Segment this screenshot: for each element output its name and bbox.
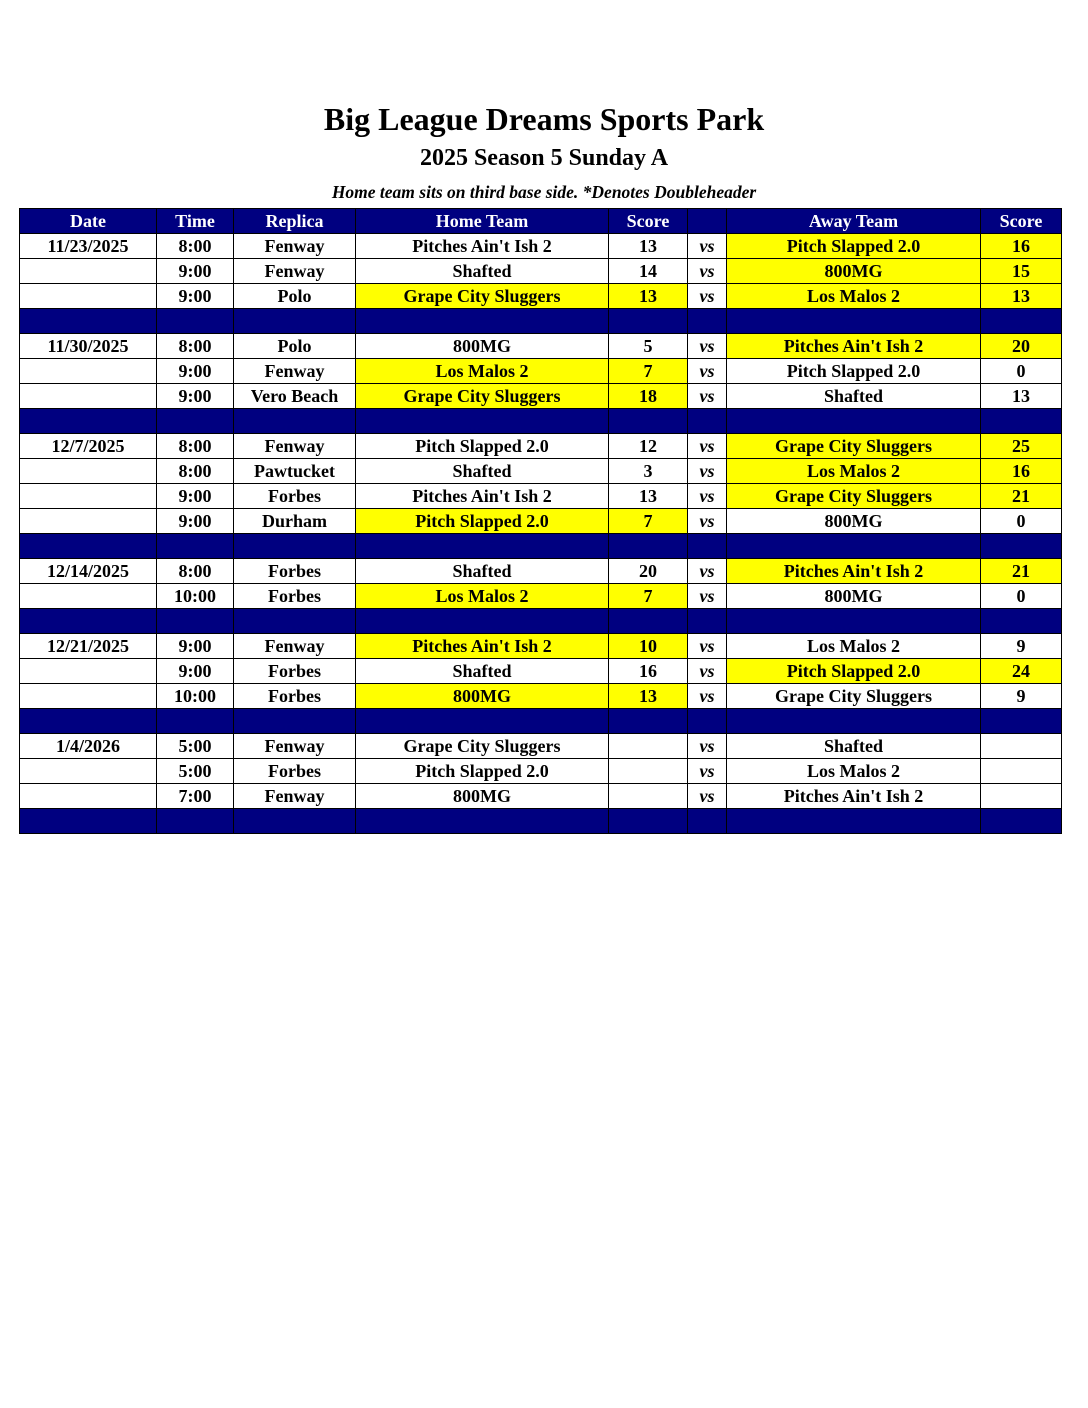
away-score: 24 bbox=[981, 659, 1062, 684]
game-time: 5:00 bbox=[157, 759, 234, 784]
away-team: 800MG bbox=[727, 259, 981, 284]
home-score: 18 bbox=[609, 384, 688, 409]
home-score: 12 bbox=[609, 434, 688, 459]
home-team: Pitches Ain't Ish 2 bbox=[356, 484, 609, 509]
vs-label: vs bbox=[688, 509, 727, 534]
home-team: Shafted bbox=[356, 459, 609, 484]
home-score: 7 bbox=[609, 509, 688, 534]
vs-label: vs bbox=[688, 259, 727, 284]
game-replica: Fenway bbox=[234, 734, 356, 759]
home-score: 7 bbox=[609, 359, 688, 384]
home-team: Grape City Sluggers bbox=[356, 734, 609, 759]
header-row bbox=[20, 209, 1062, 234]
home-team: Pitch Slapped 2.0 bbox=[356, 759, 609, 784]
game-time: 7:00 bbox=[157, 784, 234, 809]
vs-label: vs bbox=[688, 234, 727, 259]
header-vs bbox=[688, 209, 727, 234]
away-score: 20 bbox=[981, 334, 1062, 359]
home-team: Pitch Slapped 2.0 bbox=[356, 434, 609, 459]
away-score bbox=[981, 734, 1062, 759]
game-time: 9:00 bbox=[157, 259, 234, 284]
game-row bbox=[20, 559, 1062, 584]
game-replica: Polo bbox=[234, 284, 356, 309]
game-time: 8:00 bbox=[157, 459, 234, 484]
game-row bbox=[20, 684, 1062, 709]
header-away-team: Away Team bbox=[727, 209, 981, 234]
home-score: 13 bbox=[609, 684, 688, 709]
away-score bbox=[981, 784, 1062, 809]
away-team: 800MG bbox=[727, 509, 981, 534]
game-date bbox=[20, 384, 157, 409]
vs-label: vs bbox=[688, 484, 727, 509]
away-team: Los Malos 2 bbox=[727, 284, 981, 309]
game-replica: Fenway bbox=[234, 259, 356, 284]
home-team: 800MG bbox=[356, 334, 609, 359]
game-replica: Forbes bbox=[234, 584, 356, 609]
game-replica: Forbes bbox=[234, 659, 356, 684]
game-replica: Polo bbox=[234, 334, 356, 359]
game-replica: Fenway bbox=[234, 434, 356, 459]
game-time: 9:00 bbox=[157, 659, 234, 684]
away-team: Grape City Sluggers bbox=[727, 484, 981, 509]
game-time: 8:00 bbox=[157, 334, 234, 359]
vs-label: vs bbox=[688, 459, 727, 484]
game-replica: Fenway bbox=[234, 234, 356, 259]
game-date bbox=[20, 659, 157, 684]
game-replica: Fenway bbox=[234, 784, 356, 809]
home-score: 3 bbox=[609, 459, 688, 484]
game-row bbox=[20, 434, 1062, 459]
home-score: 13 bbox=[609, 484, 688, 509]
week-separator bbox=[20, 809, 1062, 834]
away-score: 21 bbox=[981, 484, 1062, 509]
game-row bbox=[20, 384, 1062, 409]
game-date: 12/14/2025 bbox=[20, 559, 157, 584]
game-time: 9:00 bbox=[157, 484, 234, 509]
home-team: Pitches Ain't Ish 2 bbox=[356, 634, 609, 659]
away-score: 9 bbox=[981, 684, 1062, 709]
vs-label: vs bbox=[688, 759, 727, 784]
header-away-score: Score bbox=[981, 209, 1062, 234]
home-team: Shafted bbox=[356, 659, 609, 684]
home-team: Grape City Sluggers bbox=[356, 384, 609, 409]
game-date bbox=[20, 459, 157, 484]
header-date: Date bbox=[20, 209, 157, 234]
home-score bbox=[609, 759, 688, 784]
away-score: 16 bbox=[981, 234, 1062, 259]
game-date: 12/7/2025 bbox=[20, 434, 157, 459]
game-replica: Vero Beach bbox=[234, 384, 356, 409]
game-date bbox=[20, 584, 157, 609]
game-row bbox=[20, 334, 1062, 359]
vs-label: vs bbox=[688, 784, 727, 809]
away-team: Los Malos 2 bbox=[727, 759, 981, 784]
header-home-team: Home Team bbox=[356, 209, 609, 234]
away-score: 13 bbox=[981, 384, 1062, 409]
header-home-score: Score bbox=[609, 209, 688, 234]
week-separator bbox=[20, 534, 1062, 559]
home-score bbox=[609, 784, 688, 809]
away-team: Pitches Ain't Ish 2 bbox=[727, 559, 981, 584]
away-score: 9 bbox=[981, 634, 1062, 659]
game-date bbox=[20, 684, 157, 709]
game-row bbox=[20, 509, 1062, 534]
away-team: Los Malos 2 bbox=[727, 459, 981, 484]
game-row bbox=[20, 634, 1062, 659]
week-separator bbox=[20, 309, 1062, 334]
game-date bbox=[20, 359, 157, 384]
vs-label: vs bbox=[688, 634, 727, 659]
game-date: 11/30/2025 bbox=[20, 334, 157, 359]
page-title: Big League Dreams Sports Park bbox=[323, 101, 765, 137]
week-separator bbox=[20, 709, 1062, 734]
header-replica: Replica bbox=[234, 209, 356, 234]
game-replica: Fenway bbox=[234, 634, 356, 659]
game-replica: Forbes bbox=[234, 559, 356, 584]
away-team: Pitches Ain't Ish 2 bbox=[727, 334, 981, 359]
away-team: Pitch Slapped 2.0 bbox=[727, 659, 981, 684]
game-row bbox=[20, 359, 1062, 384]
home-score: 16 bbox=[609, 659, 688, 684]
away-score: 16 bbox=[981, 459, 1062, 484]
away-team: Shafted bbox=[727, 384, 981, 409]
away-team: Pitches Ain't Ish 2 bbox=[727, 784, 981, 809]
game-row bbox=[20, 659, 1062, 684]
game-replica: Forbes bbox=[234, 484, 356, 509]
game-time: 8:00 bbox=[157, 559, 234, 584]
game-time: 9:00 bbox=[157, 359, 234, 384]
home-team: Pitch Slapped 2.0 bbox=[356, 509, 609, 534]
game-replica: Forbes bbox=[234, 684, 356, 709]
game-date: 12/21/2025 bbox=[20, 634, 157, 659]
game-time: 10:00 bbox=[157, 684, 234, 709]
game-time: 9:00 bbox=[157, 284, 234, 309]
game-row bbox=[20, 484, 1062, 509]
home-score bbox=[609, 734, 688, 759]
game-time: 9:00 bbox=[157, 384, 234, 409]
game-row bbox=[20, 234, 1062, 259]
game-replica: Fenway bbox=[234, 359, 356, 384]
away-team: Grape City Sluggers bbox=[727, 434, 981, 459]
game-row bbox=[20, 259, 1062, 284]
home-score: 13 bbox=[609, 234, 688, 259]
vs-label: vs bbox=[688, 359, 727, 384]
home-team: Grape City Sluggers bbox=[356, 284, 609, 309]
away-team: Grape City Sluggers bbox=[727, 684, 981, 709]
vs-label: vs bbox=[688, 584, 727, 609]
home-team: 800MG bbox=[356, 684, 609, 709]
game-replica: Forbes bbox=[234, 759, 356, 784]
header-time: Time bbox=[157, 209, 234, 234]
game-date bbox=[20, 284, 157, 309]
vs-label: vs bbox=[688, 734, 727, 759]
away-team: Pitch Slapped 2.0 bbox=[727, 234, 981, 259]
vs-label: vs bbox=[688, 284, 727, 309]
away-score bbox=[981, 759, 1062, 784]
game-time: 9:00 bbox=[157, 509, 234, 534]
game-date: 1/4/2026 bbox=[20, 734, 157, 759]
vs-label: vs bbox=[688, 659, 727, 684]
home-score: 7 bbox=[609, 584, 688, 609]
vs-label: vs bbox=[688, 384, 727, 409]
game-replica: Pawtucket bbox=[234, 459, 356, 484]
home-score: 14 bbox=[609, 259, 688, 284]
away-team: Pitch Slapped 2.0 bbox=[727, 359, 981, 384]
game-row bbox=[20, 284, 1062, 309]
game-row bbox=[20, 584, 1062, 609]
game-date bbox=[20, 759, 157, 784]
week-separator bbox=[20, 609, 1062, 634]
game-row bbox=[20, 459, 1062, 484]
game-date bbox=[20, 259, 157, 284]
game-time: 8:00 bbox=[157, 234, 234, 259]
schedule-note: Home team sits on third base side. *Denotes Doubleheader bbox=[331, 182, 757, 202]
game-row bbox=[20, 784, 1062, 809]
game-row bbox=[20, 734, 1062, 759]
game-time: 8:00 bbox=[157, 434, 234, 459]
away-score: 0 bbox=[981, 584, 1062, 609]
home-team: Shafted bbox=[356, 559, 609, 584]
game-row bbox=[20, 759, 1062, 784]
away-score: 21 bbox=[981, 559, 1062, 584]
home-score: 20 bbox=[609, 559, 688, 584]
game-time: 5:00 bbox=[157, 734, 234, 759]
home-score: 13 bbox=[609, 284, 688, 309]
away-score: 13 bbox=[981, 284, 1062, 309]
vs-label: vs bbox=[688, 434, 727, 459]
vs-label: vs bbox=[688, 334, 727, 359]
away-score: 0 bbox=[981, 359, 1062, 384]
page-subtitle: 2025 Season 5 Sunday A bbox=[419, 145, 669, 171]
home-team: Los Malos 2 bbox=[356, 359, 609, 384]
home-score: 10 bbox=[609, 634, 688, 659]
away-score: 15 bbox=[981, 259, 1062, 284]
home-team: Shafted bbox=[356, 259, 609, 284]
away-team: Los Malos 2 bbox=[727, 634, 981, 659]
home-team: Pitches Ain't Ish 2 bbox=[356, 234, 609, 259]
week-separator bbox=[20, 409, 1062, 434]
away-team: 800MG bbox=[727, 584, 981, 609]
home-score: 5 bbox=[609, 334, 688, 359]
game-time: 9:00 bbox=[157, 634, 234, 659]
game-date: 11/23/2025 bbox=[20, 234, 157, 259]
vs-label: vs bbox=[688, 684, 727, 709]
home-team: Los Malos 2 bbox=[356, 584, 609, 609]
away-team: Shafted bbox=[727, 734, 981, 759]
game-replica: Durham bbox=[234, 509, 356, 534]
away-score: 0 bbox=[981, 509, 1062, 534]
home-team: 800MG bbox=[356, 784, 609, 809]
game-date bbox=[20, 784, 157, 809]
game-date bbox=[20, 509, 157, 534]
game-time: 10:00 bbox=[157, 584, 234, 609]
away-score: 25 bbox=[981, 434, 1062, 459]
game-date bbox=[20, 484, 157, 509]
schedule-table bbox=[19, 208, 1062, 834]
vs-label: vs bbox=[688, 559, 727, 584]
